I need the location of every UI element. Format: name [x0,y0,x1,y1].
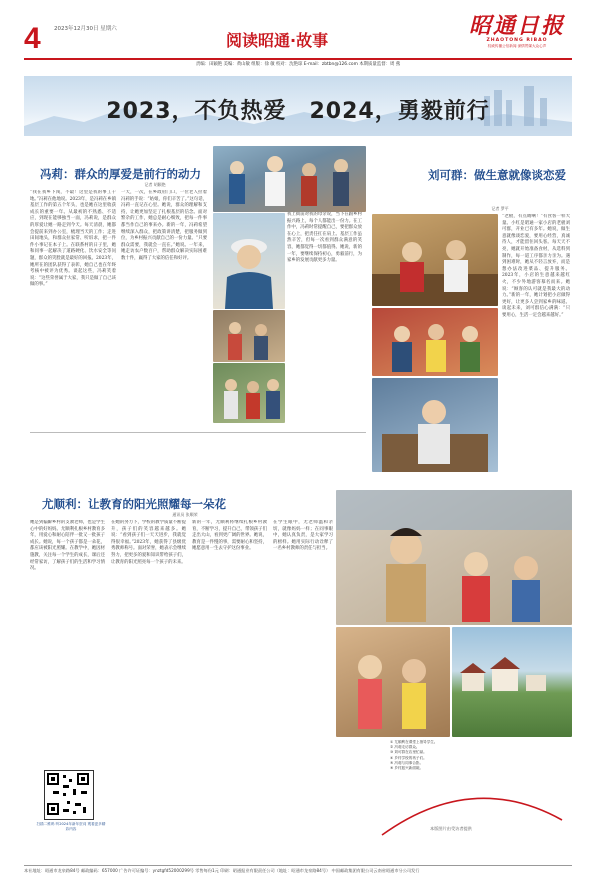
photo-captions [390,740,490,771]
header-rule [24,58,572,60]
story3-photo-teacher [336,490,572,625]
paper-name-en: ZHAOTONG RIBAO [486,38,548,43]
caption-1: ① 尤顺利在课堂上指导学生。 [390,740,438,744]
story3-photo-village [452,627,572,737]
story2-byline: 记者 罗平 [491,206,509,211]
story3-col1: 她是到偏僻乡村的支教老师，也是学生心中的好妈妈。尤顺利扎根乡村教育多年，用爱心和耐心陪伴一批又一批孩子成长。她说，每一个孩子都是一朵花，都应该被阳光照耀。在教学中，她因材施教，关注每一个学生的成长，课后还经常家访，了解孩子们的生活和学习情况。 [30,520,105,572]
qr-pattern [45,771,91,817]
newspaper-logo [462,14,572,49]
photo-credit: 本版图片由受访者提供 [430,826,472,831]
story3-col4: 在学生眼中，尤老师温和亲切，就像妈妈一样；在同事眼中，她认真负责，是大家学习的榜样。她用实际行动诠释了一名乡村教师的责任与担当。 [273,520,333,552]
caption-6: ⑥ 乡村振兴新面貌。 [390,766,424,771]
paper-name: 昭通日报 [468,13,565,39]
story1-photo-meeting [213,363,285,423]
decorative-arc [372,780,572,840]
paper-slogan: 权威传播公信新闻 深情贯媒大众心声 [487,44,547,48]
story1-col3: 我上街前对我的母亲说，当下在跟乡村振兴路上，每个人都能出一份力。在工作中，冯莉时常提醒自己，要把群众放在心上，把责任扛在肩上。基层工作虽然辛苦，但每一次看到群众满意的笑容，她都觉得一切都值得。她说，新的一年，要继续保持初心，勇毅前行，为家乡的发展贡献更多力量。 [287,212,362,264]
section-title: 阅读昭通·故事 [226,31,329,50]
story1-title: 冯莉：群众的厚爱是前行的动力 [40,167,201,181]
story3-col2: 在她的努力下，学校的教学质量不断提升，孩子们的笑容越来越多。她说：“看到孩子们一天天进步，我就觉得很幸福。”2023年，她获得了县级优秀教师称号。面对荣誉，她表示会继续努力，把更多的爱和知识带给孩子们，让教育的阳光照亮每一个孩子的未来。 [111,520,186,565]
qr-caption: 扫描二维码 听2024年新年贺词 观看更多精彩内容 [36,822,106,832]
page-number: 4 [24,22,41,55]
story1-col1: “我在我乡下闯，不最！这里是我的事工干地。”冯莉在他地说。2023年，是冯莉在乡镇基层工作的第五个年头，也是她在这里收获成长的重要一年。从最初的不熟悉、不适应，到现在能够独当一面，冯莉说，是群众的厚爱让她一路走到今天。每天清晨，她都会提前来到办公室，梳理当天的工作；走进田间地头，和群众拉家常、听诉求，把一件件小事记在本子上。在联系村的日子里，她和同事一起解决了道路硬化、饮水安全等问题，群众的笑脸就是最好的回报。2023年，她所在的团队获得了表彰，她自己也在年终考核中被评为优秀。谈起这些，冯莉笑着说：“这些荣誉属于大家，我只是做了自己该做的事。” [30,190,116,288]
main-headline: 2023，不负热爱 2024，勇毅前行 [106,99,490,124]
caption-3: ③ 刘可群在店里忙碌。 [390,750,427,755]
footer-rule [24,865,572,866]
caption-4: ④ 乡村学校的孩子们。 [390,755,427,760]
caption-5: ⑤ 冯莉与同事合影。 [390,760,424,765]
story3-photo-students [336,627,450,737]
date-line: 2023年12月30日 星期六 [54,26,117,32]
credits-line: 责编：田颖艳 美编：黄山敏 组版：徐 敏 校对：沈艳琼 E-mail：zbtbn@126.com 本期质量监督：周 燕 [195,62,401,67]
story2-body: “老板，有点睛啊！”有食客一样大量。小红是昭通一家小店的老板刘可群，开业已有多年。她说，做生意就像谈恋爱，要用心经营，真诚待人，才能留住回头客。每天天不亮，她就开始准备食材，从选料到制作，每一道工序都亲力亲为。遇到困难时，她从不轻言放弃，而是想办法改进菜品、提升服务。2023年，小店的生意越来越红火，不少外地游客慕名而来。她说：“顾客的认可就是我最大的动力。”新的一年，她计划把小店做得更好，让更多人尝到家乡的味道。谈起未来，刘可群信心满满：“只要用心，生活一定会越来越好。” [502,214,570,318]
story2-photo-customers [372,308,498,376]
story2-title: 刘可群：做生意就像谈恋爱 [428,168,566,182]
qr-code[interactable] [44,770,94,820]
footer-text: 本社地址：昭通市龙泉路84号 邮政编码：657000 广告许可证编号：ynztgfd52000299号 零售每份1元 印刷：昭通报业有限责任公司（地址：昭通市龙泉路84号） 中国邮政集团有限公司云南省昭通市分公司发行 [24,868,420,873]
story-divider [30,432,366,433]
story1-photo-portrait [213,213,285,309]
story3-title: 尤顺利：让教育的阳光照耀每一朵花 [42,497,226,511]
caption-2: ② 冯莉走访群众。 [390,745,420,750]
story2-photo-shop [372,214,498,306]
story1-byline: 记者 胡颖艳 [144,182,166,187]
story1-col2: 一天，一次，在乡政府门口，一位老人拉着冯莉的手说：“姑娘，你们辛苦了。”这句话，冯莉一直记在心里。她说，群众的理解和支持，让她更加坚定了扎根基层的信念。面对繁杂的工作，她总是耐心细致，把每一件事都当作自己的事来办。新的一年，冯莉希望继续深入群众，把政策讲清楚，把服务做到位，为乡村振兴贡献自己的一份力量。“只要群众需要，我就会一直在。”她说。一年来，她走访农户数百户，帮助群众解决实际困难数十件，赢得了大家的信任和好评。 [121,190,207,261]
story2-photo-kitchen [372,378,498,472]
headline-banner [24,76,572,136]
story3-byline: 通讯员 张顺荣 [172,512,198,517]
story1-photo-crowd [213,146,366,212]
story1-photo-visit [213,310,285,362]
story3-col3: 新的一年，尤顺利将继续扎根乡村教育，不断学习，提升自己，带领孩子们走出大山，看到更广阔的世界。她说，教育是一件慢的事，需要耐心和坚持，她愿意用一生去守护这份事业。 [192,520,267,552]
